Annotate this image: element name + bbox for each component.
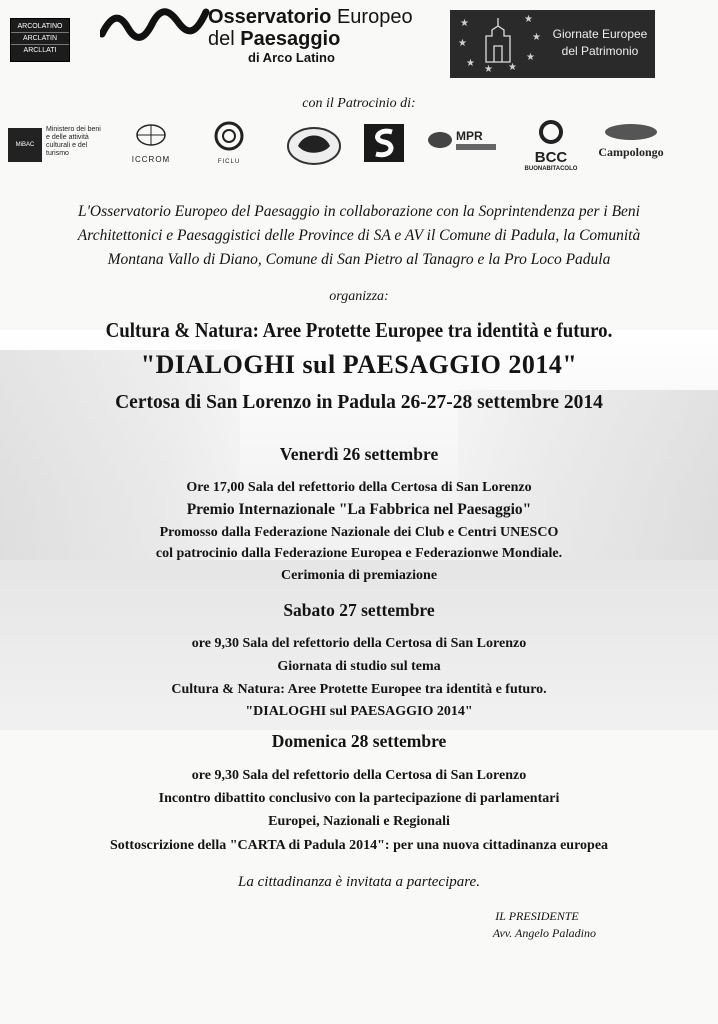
patronage-intro: con il Patrocinio di: (302, 96, 416, 111)
day-sunday-line: Sottoscrizione della "CARTA di Padula 2014": per una nuova cittadinanza europea (109, 838, 609, 853)
arcolatino-logo: ARCOLATINO ARCLATIN ARCLLATI (10, 18, 70, 62)
day-saturday-line: Cultura & Natura: Aree Protette Europee tra identità e futuro. (171, 682, 547, 697)
bcc-logo: BCC BUONABITACOLO (516, 120, 586, 172)
unesco-club-logo (284, 120, 344, 173)
day-friday-line: col patrocinio dalla Federazione Europea e Federazionwe Mondiale. (155, 546, 563, 561)
day-saturday-line: ore 9,30 Sala del refettorio della Certosa di San Lorenzo (191, 636, 527, 651)
day-friday-line: Promosso dalla Federazione Nazionale dei Club e Centri UNESCO (159, 525, 559, 540)
signature-block (478, 908, 596, 942)
day-saturday-title: Sabato 27 settembre (283, 600, 435, 620)
day-saturday-line: Giornata di studio sul tema (277, 659, 441, 674)
day-sunday-line: Incontro dibattito conclusivo con la partecipazione di parlamentari (158, 791, 560, 806)
organizza-label: organizza: (329, 289, 389, 304)
day-friday-title: Venerdì 26 settembre (279, 444, 439, 464)
intro-paragraph: L'Osservatorio Europeo del Paesaggio in collaborazione con la Soprintendenza per i Beni Architettonici e Paesaggistici delle Province di SA e AV il Comune di Padula, la Comunità Montana Vallo di Diano, Comune di San Pietro al Tanagro e la Pro Loco Padula (77, 203, 641, 268)
event-subtitle: "DIALOGHI sul PAESAGGIO 2014" (140, 350, 578, 379)
invitation-text: La cittadinanza è invitata a partecipare. (238, 874, 480, 890)
event-title: Cultura & Natura: Aree Protette Europee tra identità e futuro. (105, 318, 613, 342)
day-friday-line: Premio Internazionale "La Fabbrica nel Paesaggio" (186, 501, 532, 518)
signature-role: IL PRESIDENTE (495, 909, 579, 923)
campolongo-logo: Campolongo (596, 120, 666, 160)
event-location-dates: Certosa di San Lorenzo in Padula 26-27-28 settembre 2014 (115, 392, 603, 413)
s-logo (362, 120, 408, 171)
day-sunday-title: Domenica 28 settembre (271, 731, 447, 751)
svg-text:MPR: MPR (456, 129, 483, 143)
ficlu-logo: FICLU (206, 120, 252, 165)
day-sunday-line: ore 9,30 Sala del refettorio della Certosa di San Lorenzo (191, 768, 527, 783)
observatory-wave-logo (100, 4, 210, 44)
iccrom-logo: ICCROM (120, 120, 182, 164)
day-saturday-line: "DIALOGHI sul PAESAGGIO 2014" (245, 704, 473, 719)
day-friday-line: Cerimonia di premiazione (280, 568, 438, 583)
signature-name: Avv. Angelo Paladino (492, 926, 596, 940)
mibac-logo: MiBAC Ministero dei beni e delle attività culturali e del turismo (8, 120, 118, 170)
mpr-logo (426, 120, 504, 165)
observatory-title: Osservatorio Europeo del Paesaggio di Arco Latino (208, 6, 413, 65)
day-friday-line: Ore 17,00 Sala del refettorio della Certosa di San Lorenzo (186, 480, 532, 495)
day-sunday-line: Europei, Nazionali e Regionali (268, 814, 450, 829)
heritage-days-logo: ★ ★ ★ ★ ★ ★ ★ ★ Giornate Europee del Patrimonio (450, 10, 655, 78)
patronage-logos (8, 120, 714, 174)
